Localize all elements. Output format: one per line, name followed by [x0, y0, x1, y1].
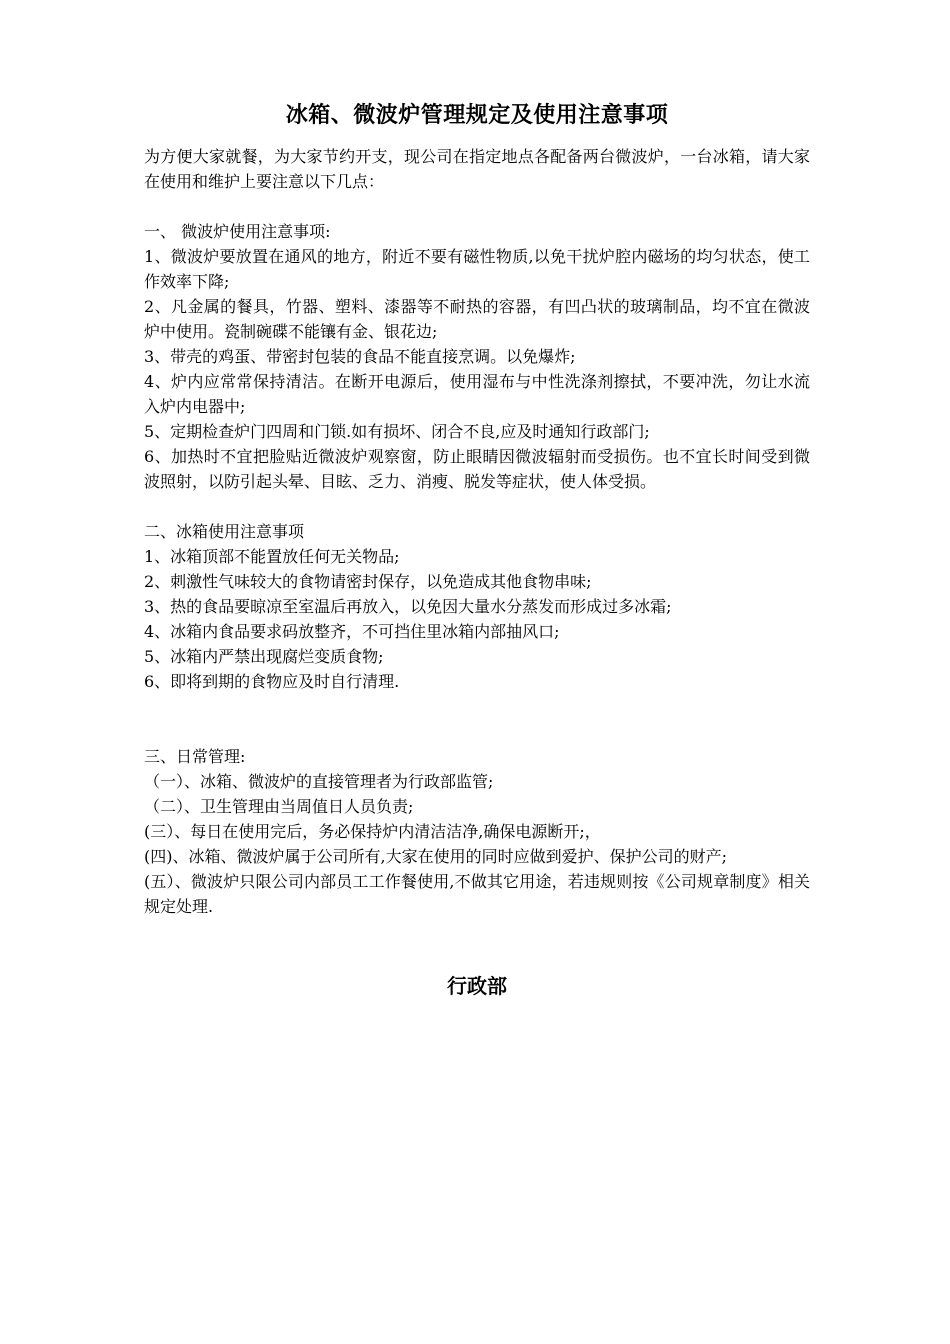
section-fridge: [144, 519, 810, 694]
spacer: [144, 694, 810, 744]
list-item: 3、带壳的鸡蛋、带密封包装的食品不能直接烹调。以免爆炸;: [144, 347, 576, 366]
list-item: （二）、卫生管理由当周值日人员负责;: [144, 797, 414, 816]
list-item: 1、冰箱顶部不能置放任何无关物品;: [144, 547, 400, 566]
list-item: 2、凡金属的餐具，竹器、塑料、漆器等不耐热的容器，有凹凸状的玻璃制品，均不宜在微波炉中使用。瓷制碗碟不能镶有金、银花边;: [144, 297, 810, 341]
list-item: (三）、每日在使用完后，务必保持炉内清洁洁净,确保电源断开;，: [144, 822, 601, 841]
list-item: 6、加热时不宜把脸贴近微波炉观察窗，防止眼睛因微波辐射而受损伤。也不宜长时间受到微波照射，以防引起头晕、目眩、乏力、消瘦、脱发等症状，使人体受损。: [144, 447, 810, 491]
list-item: 4、冰箱内食品要求码放整齐，不可挡住里冰箱内部抽风口;: [144, 622, 560, 641]
spacer: [144, 494, 810, 519]
list-item: 5、冰箱内严禁出现腐烂变质食物;: [144, 647, 384, 666]
section-heading: 一、 微波炉使用注意事项:: [144, 222, 331, 241]
spacer: [144, 194, 810, 219]
list-item: (五）、微波炉只限公司内部员工工作餐使用,不做其它用途，若违规则按《公司规章制度》相关规定处理.: [144, 872, 810, 916]
list-item: 4、炉内应常常保持清洁。在断开电源后，使用湿布与中性洗涤剂擦拭，不要冲洗，勿让水流入炉内电器中;: [144, 372, 810, 416]
list-item: （一）、冰箱、微波炉的直接管理者为行政部监管;: [144, 772, 494, 791]
section-heading: 三、日常管理:: [144, 747, 246, 766]
signature-department: 行政部: [447, 974, 507, 998]
list-item: 1、微波炉要放置在通风的地方，附近不要有磁性物质,以免干扰炉腔内磁场的均匀状态，使工作效率下降;: [144, 247, 810, 291]
list-item: 6、即将到期的食物应及时自行清理.: [144, 672, 400, 691]
document-title: 冰箱、微波炉管理规定及使用注意事项: [285, 103, 669, 128]
intro-paragraph: 为方便大家就餐，为大家节约开支，现公司在指定地点各配备两台微波炉，一台冰箱，请大家在使用和维护上要注意以下几点：: [144, 147, 810, 191]
section-daily-management: [144, 744, 810, 919]
document-page: [144, 100, 810, 1001]
list-item: 5、定期检查炉门四周和门锁.如有损坏、闭合不良,应及时通知行政部门;: [144, 422, 650, 441]
section-microwave: [144, 219, 810, 494]
list-item: 2、刺激性气味较大的食物请密封保存，以免造成其他食物串味;: [144, 572, 592, 591]
list-item: (四)、冰箱、微波炉属于公司所有,大家在使用的同时应做到爱护、保护公司的财产;: [144, 847, 727, 866]
list-item: 3、热的食品要晾凉至室温后再放入，以免因大量水分蒸发而形成过多冰霜;: [144, 597, 672, 616]
section-heading: 二、冰箱使用注意事项: [144, 522, 305, 541]
